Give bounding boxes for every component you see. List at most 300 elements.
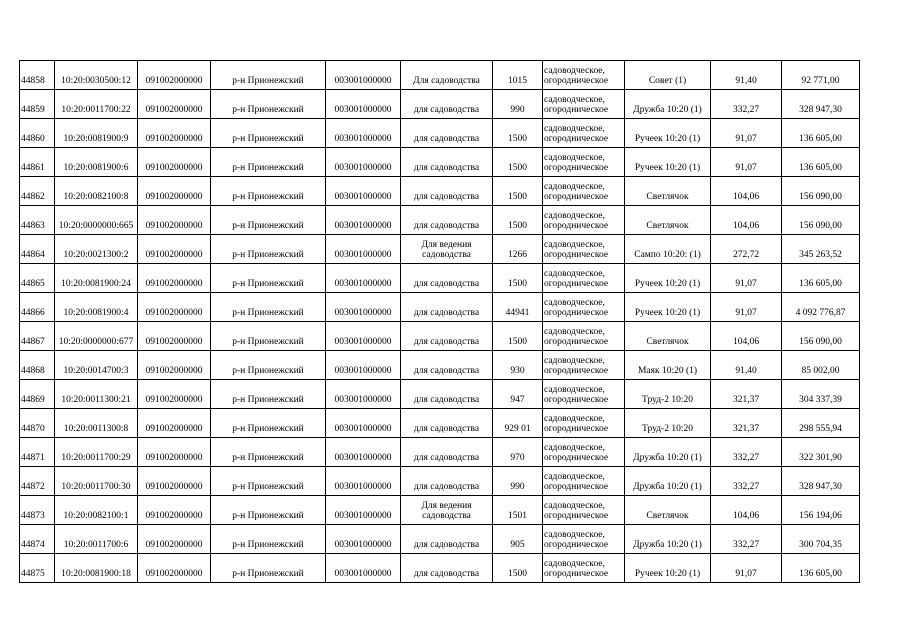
category-cell-text: садоводческое,	[544, 472, 605, 482]
permitted-use-cell	[401, 61, 493, 90]
okato-code-cell-text: 091002000000	[145, 511, 203, 521]
table-row	[20, 351, 860, 380]
zone-cell-text: Ручеек 10:20 (1)	[634, 163, 701, 173]
permitted-use-cell-text: для садоводства	[413, 337, 480, 347]
record-number-cell-text: 44861	[21, 163, 45, 173]
cadastral-value-cell	[782, 90, 860, 119]
okato-code-cell	[138, 467, 211, 496]
category-cell	[543, 467, 625, 496]
cadastral-value-cell	[782, 554, 860, 583]
specific-value-cell-text: 91,40	[735, 76, 757, 86]
category-cell	[543, 322, 625, 351]
area-cell	[493, 380, 543, 409]
specific-value-cell	[711, 119, 782, 148]
table-row	[20, 322, 860, 351]
specific-value-cell	[711, 148, 782, 177]
cadastral-value-cell	[782, 525, 860, 554]
district-cell	[211, 467, 326, 496]
cadastral-value-cell-text: 300 704,35	[799, 540, 842, 550]
record-number-cell	[20, 351, 55, 380]
permitted-use-cell	[401, 409, 493, 438]
specific-value-cell	[711, 293, 782, 322]
record-number-cell	[20, 119, 55, 148]
okato-code-cell	[138, 148, 211, 177]
oktmo-code-cell-text: 003001000000	[334, 453, 392, 463]
district-cell-text: р-н Прионежский	[232, 540, 304, 550]
category-cell	[543, 264, 625, 293]
permitted-use-cell-text: Для ведения	[421, 501, 472, 511]
permitted-use-cell-text: для садоводства	[413, 540, 480, 550]
permitted-use-cell	[401, 235, 493, 264]
cadastral-value-cell-text: 322 301,90	[799, 453, 842, 463]
permitted-use-cell-text: для садоводства	[413, 366, 480, 376]
record-number-cell-text: 44875	[21, 569, 45, 579]
specific-value-cell	[711, 467, 782, 496]
area-cell-text: 905	[510, 540, 525, 550]
cadastral-number-cell-text: 10:20:0081900:9	[63, 134, 129, 144]
specific-value-cell	[711, 322, 782, 351]
cadastral-number-cell-text: 10:20:0011700:22	[61, 105, 131, 115]
record-number-cell	[20, 61, 55, 90]
area-cell-text: 930	[510, 366, 525, 376]
record-number-cell-text: 44869	[21, 395, 45, 405]
record-number-cell-text: 44860	[21, 134, 45, 144]
record-number-cell-text: 44867	[21, 337, 45, 347]
permitted-use-cell-text: Для садоводства	[413, 76, 480, 86]
oktmo-code-cell	[326, 206, 401, 235]
zone-cell	[625, 119, 711, 148]
permitted-use-cell	[401, 206, 493, 235]
cadastral-number-cell	[55, 438, 138, 467]
category-cell-text: садоводческое,	[544, 385, 605, 395]
cadastral-number-cell	[55, 496, 138, 525]
zone-cell-text: Труд-2 10:20	[642, 395, 693, 405]
area-cell	[493, 351, 543, 380]
permitted-use-cell	[401, 380, 493, 409]
oktmo-code-cell	[326, 148, 401, 177]
specific-value-cell-text: 332,27	[732, 453, 760, 463]
district-cell-text: р-н Прионежский	[232, 105, 304, 115]
district-cell-text: р-н Прионежский	[232, 134, 304, 144]
cadastral-value-cell-text: 136 605,00	[799, 569, 842, 579]
okato-code-cell-text: 091002000000	[145, 424, 203, 434]
cadastral-value-cell	[782, 438, 860, 467]
specific-value-cell-text: 332,27	[732, 482, 760, 492]
category-cell-text: огородническое	[544, 511, 609, 521]
specific-value-cell-text: 332,27	[732, 105, 760, 115]
cadastral-number-cell-text: 10:20:0081900:18	[61, 569, 131, 579]
permitted-use-cell-text: для садоводства	[413, 424, 480, 434]
cadastral-value-cell	[782, 119, 860, 148]
oktmo-code-cell-text: 003001000000	[334, 366, 392, 376]
cadastral-value-cell	[782, 264, 860, 293]
area-cell	[493, 148, 543, 177]
okato-code-cell	[138, 496, 211, 525]
specific-value-cell-text: 104,06	[732, 221, 760, 231]
category-cell	[543, 177, 625, 206]
area-cell-text: 1500	[508, 192, 527, 202]
permitted-use-cell-text: для садоводства	[413, 482, 480, 492]
okato-code-cell	[138, 554, 211, 583]
cadastral-value-cell	[782, 351, 860, 380]
okato-code-cell	[138, 264, 211, 293]
record-number-cell-text: 44864	[21, 250, 45, 260]
permitted-use-cell	[401, 438, 493, 467]
district-cell-text: р-н Прионежский	[232, 250, 304, 260]
cadastral-value-cell-text: 92 771,00	[801, 76, 840, 86]
specific-value-cell	[711, 525, 782, 554]
area-cell-text: 1500	[508, 163, 527, 173]
specific-value-cell	[711, 206, 782, 235]
area-cell	[493, 119, 543, 148]
cadastral-value-cell-text: 156 090,00	[799, 192, 842, 202]
table-row	[20, 206, 860, 235]
oktmo-code-cell	[326, 264, 401, 293]
area-cell	[493, 438, 543, 467]
oktmo-code-cell-text: 003001000000	[334, 163, 392, 173]
area-cell-text: 1500	[508, 279, 527, 289]
oktmo-code-cell	[326, 554, 401, 583]
specific-value-cell-text: 91,07	[735, 134, 757, 144]
cadastral-value-cell-text: 136 605,00	[799, 134, 842, 144]
okato-code-cell-text: 091002000000	[145, 134, 203, 144]
oktmo-code-cell	[326, 119, 401, 148]
category-cell	[543, 409, 625, 438]
zone-cell-text: Труд-2 10:20	[642, 424, 693, 434]
category-cell	[543, 525, 625, 554]
permitted-use-cell	[401, 525, 493, 554]
permitted-use-cell	[401, 90, 493, 119]
category-cell-text: садоводческое,	[544, 124, 605, 134]
cadastral-number-cell-text: 10:20:0000000:677	[58, 337, 134, 347]
area-cell	[493, 293, 543, 322]
cadastral-value-cell-text: 345 263,52	[799, 250, 842, 260]
cadastral-number-cell-text: 10:20:0081900:6	[63, 163, 129, 173]
cadastral-value-cell-text: 328 947,30	[799, 105, 842, 115]
specific-value-cell-text: 91,07	[735, 279, 757, 289]
category-cell	[543, 293, 625, 322]
area-cell-text: 1500	[508, 569, 527, 579]
cadastral-value-cell	[782, 177, 860, 206]
district-cell-text: р-н Прионежский	[232, 395, 304, 405]
cadastral-number-cell-text: 10:20:0011300:8	[63, 424, 129, 434]
area-cell	[493, 235, 543, 264]
permitted-use-cell-text: для садоводства	[413, 453, 480, 463]
area-cell-text: 929 01	[504, 424, 531, 434]
cadastral-number-cell	[55, 409, 138, 438]
zone-cell	[625, 554, 711, 583]
permitted-use-cell	[401, 322, 493, 351]
district-cell	[211, 177, 326, 206]
okato-code-cell-text: 091002000000	[145, 569, 203, 579]
category-cell-text: садоводческое,	[544, 240, 605, 250]
cadastral-value-cell-text: 304 337,39	[799, 395, 842, 405]
specific-value-cell	[711, 90, 782, 119]
specific-value-cell	[711, 177, 782, 206]
okato-code-cell	[138, 438, 211, 467]
cadastral-number-cell-text: 10:20:0011700:29	[61, 453, 131, 463]
zone-cell-text: Ручеек 10:20 (1)	[634, 134, 701, 144]
okato-code-cell	[138, 61, 211, 90]
cadastral-value-cell-text: 156 090,00	[799, 221, 842, 231]
specific-value-cell-text: 91,07	[735, 308, 757, 318]
cadastral-number-cell	[55, 293, 138, 322]
oktmo-code-cell-text: 003001000000	[334, 134, 392, 144]
category-cell-text: садоводческое,	[544, 443, 605, 453]
oktmo-code-cell-text: 003001000000	[334, 511, 392, 521]
district-cell	[211, 90, 326, 119]
area-cell	[493, 496, 543, 525]
table-row	[20, 438, 860, 467]
cadastral-value-cell	[782, 467, 860, 496]
district-cell-text: р-н Прионежский	[232, 511, 304, 521]
table-row	[20, 90, 860, 119]
zone-cell	[625, 177, 711, 206]
record-number-cell	[20, 554, 55, 583]
record-number-cell-text: 44865	[21, 279, 45, 289]
cadastral-number-cell	[55, 148, 138, 177]
cadastral-number-cell	[55, 322, 138, 351]
oktmo-code-cell-text: 003001000000	[334, 308, 392, 318]
oktmo-code-cell-text: 003001000000	[334, 221, 392, 231]
oktmo-code-cell-text: 003001000000	[334, 279, 392, 289]
zone-cell-text: Сампо 10:20: (1)	[634, 250, 701, 260]
cadastral-number-cell-text: 10:20:0081900:24	[61, 279, 131, 289]
cadastral-number-cell-text: 10:20:0014700:3	[63, 366, 129, 376]
area-cell	[493, 264, 543, 293]
zone-cell	[625, 206, 711, 235]
category-cell	[543, 90, 625, 119]
area-cell-text: 1015	[508, 76, 527, 86]
zone-cell-text: Светлячок	[646, 221, 689, 231]
cadastral-value-cell	[782, 235, 860, 264]
cadastral-value-cell	[782, 206, 860, 235]
zone-cell-text: Дружба 10:20 (1)	[633, 105, 702, 115]
zone-cell	[625, 90, 711, 119]
table-body	[20, 61, 860, 583]
permitted-use-cell	[401, 119, 493, 148]
category-cell-text: огородническое	[544, 105, 609, 115]
district-cell	[211, 119, 326, 148]
okato-code-cell	[138, 322, 211, 351]
category-cell-text: огородническое	[544, 250, 609, 260]
oktmo-code-cell-text: 003001000000	[334, 395, 392, 405]
district-cell	[211, 322, 326, 351]
category-cell-text: огородническое	[544, 192, 609, 202]
district-cell-text: р-н Прионежский	[232, 279, 304, 289]
record-number-cell	[20, 496, 55, 525]
oktmo-code-cell	[326, 380, 401, 409]
zone-cell-text: Дружба 10:20 (1)	[633, 540, 702, 550]
okato-code-cell-text: 091002000000	[145, 192, 203, 202]
okato-code-cell	[138, 235, 211, 264]
specific-value-cell-text: 91,07	[735, 569, 757, 579]
record-number-cell	[20, 90, 55, 119]
oktmo-code-cell-text: 003001000000	[334, 540, 392, 550]
category-cell-text: огородническое	[544, 76, 609, 86]
area-cell-text: 1500	[508, 337, 527, 347]
district-cell-text: р-н Прионежский	[232, 482, 304, 492]
permitted-use-cell	[401, 264, 493, 293]
area-cell-text: 44941	[505, 308, 530, 318]
category-cell-text: садоводческое,	[544, 182, 605, 192]
area-cell-text: 990	[510, 482, 525, 492]
okato-code-cell-text: 091002000000	[145, 308, 203, 318]
record-number-cell	[20, 264, 55, 293]
category-cell	[543, 380, 625, 409]
table-row	[20, 264, 860, 293]
district-cell	[211, 235, 326, 264]
cadastral-number-cell	[55, 467, 138, 496]
district-cell-text: р-н Прионежский	[232, 453, 304, 463]
district-cell	[211, 264, 326, 293]
district-cell	[211, 525, 326, 554]
cadastral-value-cell-text: 85 002,00	[801, 366, 840, 376]
specific-value-cell	[711, 61, 782, 90]
category-cell-text: огородническое	[544, 424, 609, 434]
cadastral-number-cell	[55, 380, 138, 409]
permitted-use-cell-text: для садоводства	[413, 221, 480, 231]
zone-cell-text: Дружба 10:20 (1)	[633, 482, 702, 492]
category-cell	[543, 148, 625, 177]
area-cell-text: 947	[510, 395, 525, 405]
district-cell-text: р-н Прионежский	[232, 308, 304, 318]
district-cell	[211, 148, 326, 177]
category-cell-text: огородническое	[544, 540, 609, 550]
okato-code-cell-text: 091002000000	[145, 540, 203, 550]
specific-value-cell-text: 321,37	[732, 395, 760, 405]
record-number-cell-text: 44871	[21, 453, 45, 463]
cadastral-number-cell-text: 10:20:0082100:1	[63, 511, 129, 521]
table-row	[20, 496, 860, 525]
zone-cell-text: Светлячок	[646, 511, 689, 521]
cadastral-value-cell-text: 136 605,00	[799, 163, 842, 173]
district-cell	[211, 496, 326, 525]
permitted-use-cell-text: садоводства	[422, 250, 471, 260]
cadastral-number-cell-text: 10:20:0011300:21	[61, 395, 131, 405]
table-row	[20, 380, 860, 409]
category-cell	[543, 235, 625, 264]
category-cell-text: садоводческое,	[544, 530, 605, 540]
category-cell-text: огородническое	[544, 163, 609, 173]
permitted-use-cell-text: для садоводства	[413, 163, 480, 173]
record-number-cell	[20, 409, 55, 438]
cadastral-value-cell-text: 136 605,00	[799, 279, 842, 289]
cadastral-value-cell-text: 298 555,94	[799, 424, 842, 434]
oktmo-code-cell	[326, 351, 401, 380]
category-cell	[543, 206, 625, 235]
cadastral-number-cell	[55, 554, 138, 583]
cadastral-number-cell-text: 10:20:0011700:6	[63, 540, 129, 550]
zone-cell-text: Ручеек 10:20 (1)	[634, 308, 701, 318]
zone-cell	[625, 438, 711, 467]
cadastral-number-cell	[55, 264, 138, 293]
oktmo-code-cell	[326, 293, 401, 322]
okato-code-cell-text: 091002000000	[145, 250, 203, 260]
area-cell	[493, 525, 543, 554]
okato-code-cell-text: 091002000000	[145, 366, 203, 376]
category-cell-text: огородническое	[544, 366, 609, 376]
district-cell-text: р-н Прионежский	[232, 221, 304, 231]
category-cell-text: садоводческое,	[544, 211, 605, 221]
cadastral-number-cell-text: 10:20:0011700:30	[61, 482, 131, 492]
okato-code-cell-text: 091002000000	[145, 76, 203, 86]
zone-cell-text: Совет (1)	[648, 76, 687, 86]
oktmo-code-cell	[326, 438, 401, 467]
zone-cell	[625, 525, 711, 554]
cadastral-number-cell	[55, 235, 138, 264]
cadastral-number-cell-text: 10:20:0081900:4	[63, 308, 129, 318]
district-cell	[211, 61, 326, 90]
district-cell	[211, 206, 326, 235]
cadastral-number-cell-text: 10:20:0030500:12	[61, 76, 131, 86]
table-row	[20, 525, 860, 554]
oktmo-code-cell-text: 003001000000	[334, 337, 392, 347]
oktmo-code-cell	[326, 322, 401, 351]
permitted-use-cell-text: для садоводства	[413, 569, 480, 579]
category-cell-text: садоводческое,	[544, 356, 605, 366]
area-cell	[493, 467, 543, 496]
area-cell	[493, 322, 543, 351]
cadastral-value-cell	[782, 409, 860, 438]
district-cell	[211, 554, 326, 583]
category-cell	[543, 554, 625, 583]
okato-code-cell	[138, 351, 211, 380]
cadastral-value-cell	[782, 322, 860, 351]
permitted-use-cell-text: для садоводства	[413, 308, 480, 318]
cadastral-number-cell-text: 10:20:0082100:8	[63, 192, 129, 202]
oktmo-code-cell-text: 003001000000	[334, 482, 392, 492]
record-number-cell-text: 44874	[21, 540, 45, 550]
cadastral-value-cell-text: 156 090,00	[799, 337, 842, 347]
okato-code-cell-text: 091002000000	[145, 453, 203, 463]
permitted-use-cell	[401, 177, 493, 206]
category-cell-text: огородническое	[544, 453, 609, 463]
specific-value-cell-text: 321,37	[732, 424, 760, 434]
specific-value-cell-text: 332,27	[732, 540, 760, 550]
record-number-cell	[20, 467, 55, 496]
cadastral-value-cell	[782, 61, 860, 90]
district-cell	[211, 438, 326, 467]
permitted-use-cell-text: для садоводства	[413, 134, 480, 144]
permitted-use-cell-text: для садоводства	[413, 395, 480, 405]
specific-value-cell-text: 91,40	[735, 366, 757, 376]
district-cell	[211, 409, 326, 438]
category-cell-text: садоводческое,	[544, 559, 605, 569]
permitted-use-cell	[401, 496, 493, 525]
record-number-cell-text: 44863	[21, 221, 45, 231]
cadastral-value-cell	[782, 496, 860, 525]
cadastral-number-cell-text: 10:20:0021300:2	[63, 250, 129, 260]
area-cell	[493, 90, 543, 119]
okato-code-cell-text: 091002000000	[145, 221, 203, 231]
category-cell-text: садоводческое,	[544, 95, 605, 105]
cadastral-number-cell	[55, 351, 138, 380]
category-cell-text: огородническое	[544, 134, 609, 144]
permitted-use-cell	[401, 293, 493, 322]
district-cell	[211, 380, 326, 409]
okato-code-cell	[138, 206, 211, 235]
permitted-use-cell-text: для садоводства	[413, 279, 480, 289]
district-cell-text: р-н Прионежский	[232, 76, 304, 86]
table-row	[20, 409, 860, 438]
category-cell	[543, 61, 625, 90]
area-cell	[493, 177, 543, 206]
oktmo-code-cell-text: 003001000000	[334, 250, 392, 260]
permitted-use-cell-text: для садоводства	[413, 105, 480, 115]
cadastral-number-cell	[55, 206, 138, 235]
category-cell-text: огородническое	[544, 569, 609, 579]
